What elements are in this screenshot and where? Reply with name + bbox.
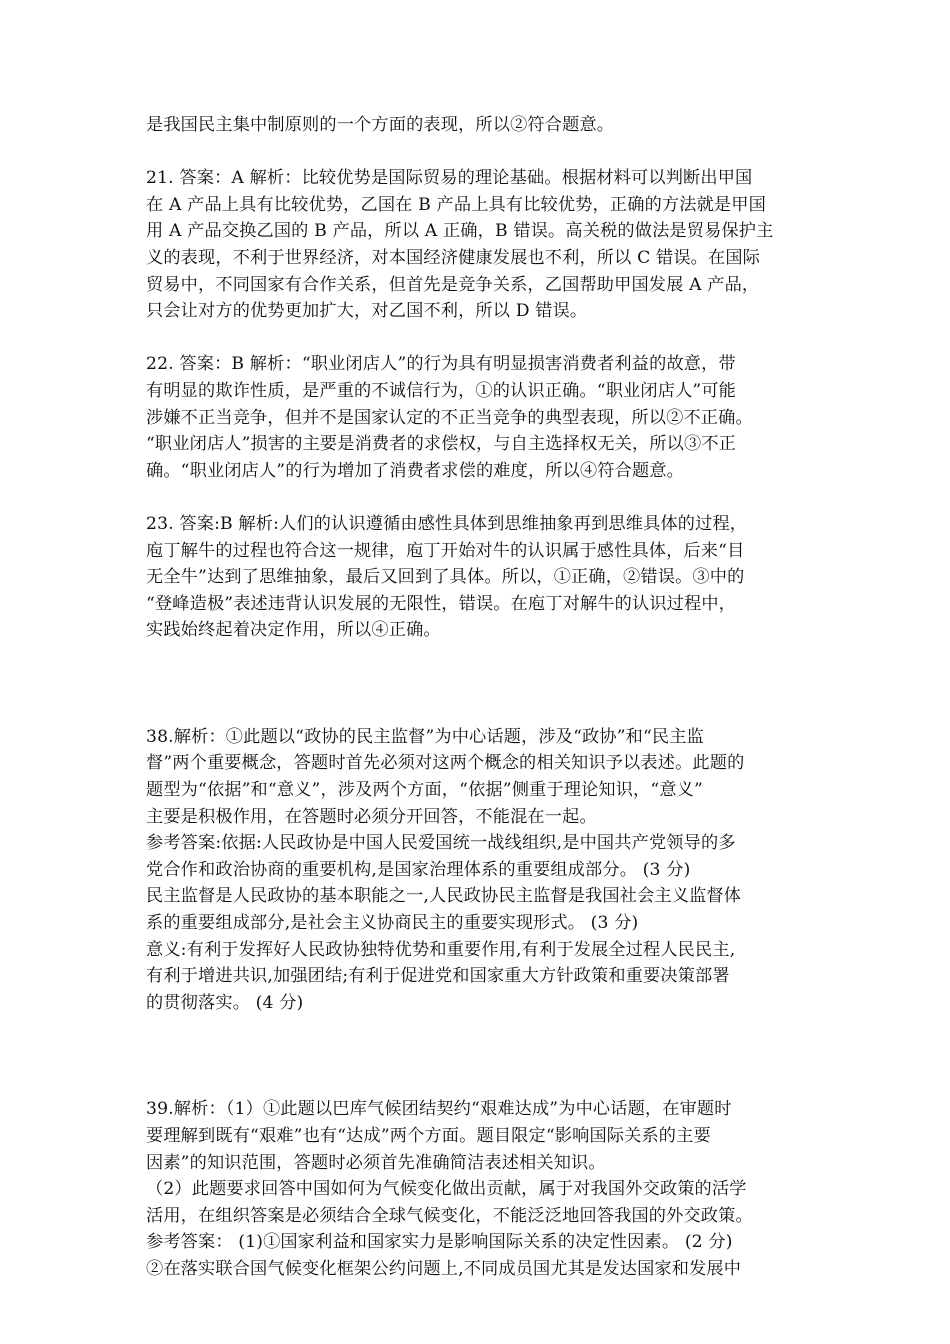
text-line: 确。“职业闭店人”的行为增加了消费者求偿的难度，所以④符合题意。 bbox=[146, 460, 685, 481]
answer-22 bbox=[146, 351, 810, 484]
text-line: 督”两个重要概念，答题时首先必须对这两个概念的相关知识予以表述。此题的 bbox=[146, 753, 745, 774]
text-line: 22. 答案：B 解析：“职业闭店人”的行为具有明显损害消费者利益的故意，带 bbox=[146, 354, 736, 375]
text-line: 无全牛”达到了思维抽象，最后又回到了具体。所以，①正确，②错误。③中的 bbox=[146, 567, 745, 588]
text-line: 民主监督是人民政协的基本职能之一,人民政协民主监督是我国社会主义监督体 bbox=[146, 886, 742, 907]
text-line: 参考答案： (1)①国家利益和国家实力是影响国际关系的决定性因素。 (2 分) bbox=[146, 1232, 733, 1253]
text-line: 贸易中，不同国家有合作关系，但首先是竞争关系，乙国帮助甲国发展 A 产品， bbox=[146, 274, 760, 295]
text-line: 39.解析：（1）①此题以巴库气候团结契约“艰难达成”为中心话题，在审题时 bbox=[146, 1099, 732, 1120]
text-line: 有利于增进共识,加强团结;有利于促进党和国家重大方针政策和重要决策部署 bbox=[146, 966, 730, 987]
intro-paragraph bbox=[146, 112, 810, 139]
text-line: 参考答案:依据:人民政协是中国人民爱国统一战线组织,是中国共产党领导的多 bbox=[146, 833, 736, 854]
text-line: 活用，在组织答案是必须结合全球气候变化，不能泛泛地回答我国的外交政策。 bbox=[146, 1205, 753, 1226]
text-line: 38.解析：①此题以“政协的民主监督”为中心话题，涉及“政协”和“民主监 bbox=[146, 726, 704, 747]
answer-39 bbox=[146, 1096, 810, 1282]
text-line: “职业闭店人”损害的主要是消费者的求偿权，与自主选择权无关，所以③不正 bbox=[146, 434, 737, 455]
text-line: （2）此题要求回答中国如何为气候变化做出贡献，属于对我国外交政策的活学 bbox=[146, 1179, 747, 1200]
text-line: 23. 答案:B 解析:人们的认识遵循由感性具体到思维抽象再到思维具体的过程， bbox=[146, 513, 748, 534]
text-line: 的贯彻落实。 (4 分) bbox=[146, 992, 304, 1013]
text-line: 要理解到既有“艰难”也有“达成”两个方面。题目限定“影响国际关系的主要 bbox=[146, 1126, 711, 1146]
text-line: 是我国民主集中制原则的一个方面的表现，所以②符合题意。 bbox=[146, 115, 615, 135]
answer-23 bbox=[146, 511, 810, 644]
text-line: 在 A 产品上具有比较优势，乙国在 B 产品上具有比较优势，正确的方法就是甲国 bbox=[146, 194, 766, 215]
text-line: 只会让对方的优势更加扩大，对乙国不利，所以 D 错误。 bbox=[146, 301, 588, 322]
text-line: “登峰造极”表述违背认识发展的无限性，错误。在庖丁对解牛的认识过程中， bbox=[146, 593, 737, 614]
text-line: 实践始终起着决定作用，所以④正确。 bbox=[146, 620, 441, 641]
text-line: 党合作和政治协商的重要机构,是国家治理体系的重要组成部分。 (3 分) bbox=[146, 859, 691, 880]
text-line: 义的表现，不利于世界经济，对本国经济健康发展也不利，所以 C 错误。在国际 bbox=[146, 247, 761, 268]
text-line: 庖丁解牛的过程也符合这一规律，庖丁开始对牛的认识属于感性具体，后来“目 bbox=[146, 540, 745, 561]
text-line: ②在落实联合国气候变化框架公约问题上,不同成员国尤其是发达国家和发展中 bbox=[146, 1258, 742, 1279]
answer-38 bbox=[146, 724, 810, 1017]
text-line: 系的重要组成部分,是社会主义协商民主的重要实现形式。 (3 分) bbox=[146, 913, 639, 934]
text-line: 21. 答案：A 解析：比较优势是国际贸易的理论基础。根据材料可以判断出甲国 bbox=[146, 168, 753, 189]
text-line: 涉嫌不正当竞争，但并不是国家认定的不正当竞争的典型表现，所以②不正确。 bbox=[146, 407, 753, 428]
text-line: 意义:有利于发挥好人民政协独特优势和重要作用,有利于发展全过程人民民主, bbox=[146, 939, 736, 960]
answer-21 bbox=[146, 165, 810, 325]
text-line: 有明显的欺诈性质，是严重的不诚信行为，①的认识正确。“职业闭店人”可能 bbox=[146, 380, 737, 401]
answer-document bbox=[146, 112, 810, 1283]
text-line: 用 A 产品交换乙国的 B 产品，所以 A 正确，B 错误。高关税的做法是贸易保护主 bbox=[146, 221, 774, 242]
text-line: 因素”的知识范围，答题时必须首先准确简洁表述相关知识。 bbox=[146, 1152, 606, 1173]
text-line: 主要是积极作用，在答题时必须分开回答，不能混在一起。 bbox=[146, 806, 597, 827]
text-line: 题型为“依据”和“意义”，涉及两个方面，“依据”侧重于理论知识，“意义” bbox=[146, 780, 703, 801]
